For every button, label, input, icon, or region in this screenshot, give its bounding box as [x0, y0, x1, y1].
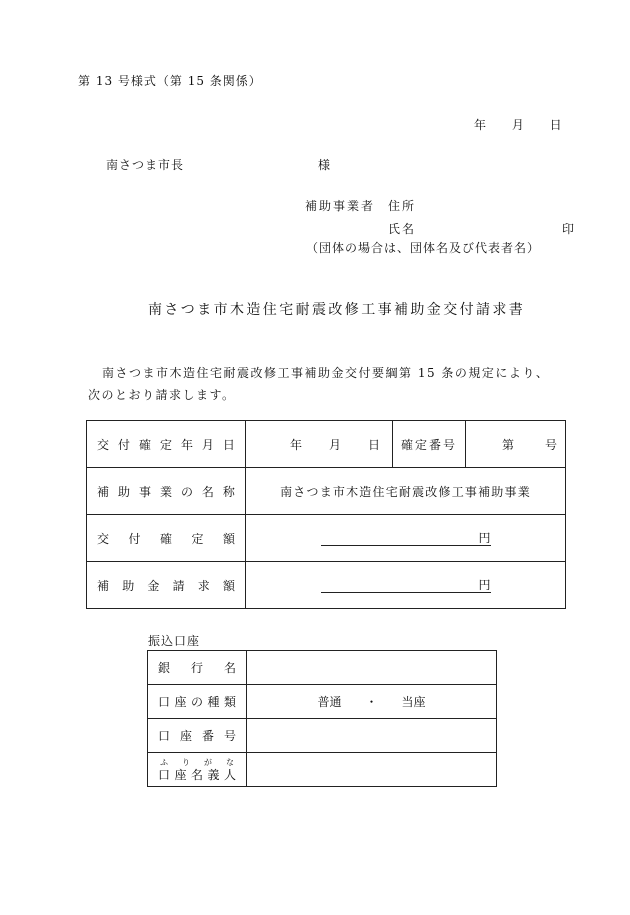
label-account-number: 口 座 番 号 [148, 719, 247, 753]
bank-heading: 振込口座 [148, 634, 201, 648]
body-line-1: 南さつま市木造住宅耐震改修工事補助金交付要綱第 15 条の規定により、 [102, 366, 550, 380]
project-name-value: 南さつま市木造住宅耐震改修工事補助事業 [246, 468, 566, 515]
label-kofu-date: 交 付 確 定 年 月 日 [87, 421, 246, 468]
table-row [87, 468, 566, 515]
applicant-label: 補助事業者 [305, 199, 376, 213]
label-project-name: 補 助 事 業 の 名 称 [87, 468, 246, 515]
label-kakutei-number: 確定番号 [393, 421, 466, 468]
honorific: 様 [318, 158, 331, 172]
document-title: 南さつま市木造住宅耐震改修工事補助金交付請求書 [148, 302, 526, 318]
claim-table [86, 420, 566, 609]
label-account-type: 口 座 の 種 類 [148, 685, 247, 719]
body-line-2: 次のとおり請求します。 [88, 388, 236, 402]
table-row [87, 515, 566, 562]
address-label: 住所 [388, 199, 417, 213]
label-kofu-amount: 交 付 確 定 額 [87, 515, 246, 562]
kakutei-number-field[interactable]: 第 号 [466, 421, 566, 468]
kofu-date-field[interactable]: 年 月 日 [246, 421, 393, 468]
bank-table [147, 650, 497, 787]
form-number: 第 13 号様式（第 15 条関係） [78, 74, 262, 88]
kofu-amount-field[interactable] [246, 515, 566, 562]
addressee: 南さつま市長 [106, 158, 185, 172]
claim-amount-field[interactable] [246, 562, 566, 609]
label-account-holder: ふ り が な 口 座 名 義 人 [148, 753, 247, 787]
group-note: （団体の場合は、団体名及び代表者名） [306, 241, 541, 255]
body-text [88, 362, 568, 406]
table-row [148, 719, 497, 753]
yen-unit: 円 [321, 578, 491, 593]
label-bank-name: 銀 行 名 [148, 651, 247, 685]
table-row [87, 562, 566, 609]
account-holder-field[interactable] [247, 753, 497, 787]
table-row [87, 421, 566, 468]
account-number-field[interactable] [247, 719, 497, 753]
name-label: 氏名 [388, 222, 417, 236]
yen-unit: 円 [321, 531, 491, 546]
seal-mark: 印 [562, 222, 575, 236]
table-row [148, 651, 497, 685]
label-claim-amount: 補 助 金 請 求 額 [87, 562, 246, 609]
furigana-label: ふ り が な [160, 757, 234, 767]
submission-date: 年 月 日 [474, 118, 562, 132]
table-row [148, 685, 497, 719]
account-type-field[interactable]: 普通 ・ 当座 [247, 685, 497, 719]
table-row [148, 753, 497, 787]
bank-name-field[interactable] [247, 651, 497, 685]
